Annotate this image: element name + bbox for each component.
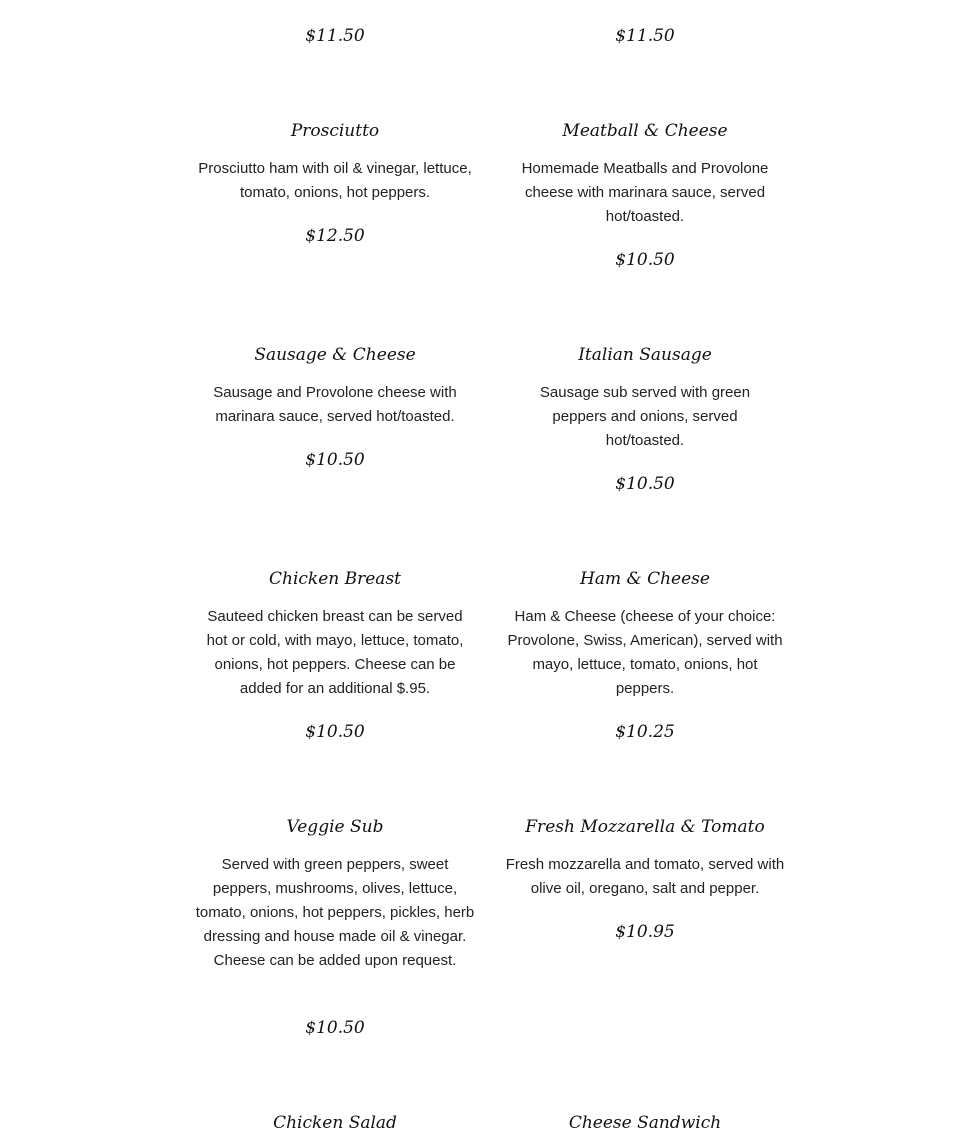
item-description: Sausage sub served with green peppers and onions, served hot/toasted. [539, 384, 751, 449]
item-name: Fresh Mozzarella & Tomato [525, 817, 765, 837]
item-name: Veggie Sub [286, 817, 384, 837]
item-price: $10.50 [305, 722, 365, 742]
item-price: $11.50 [305, 26, 365, 46]
item-price: $10.50 [615, 250, 675, 270]
item-description: Homemade Meatballs and Provolone cheese with marinara sauce, served hot/toasted. [521, 160, 769, 225]
item-name: Meatball & Cheese [562, 121, 728, 141]
item-price: $10.50 [615, 474, 675, 494]
item-price: $10.95 [615, 922, 675, 942]
item-name: Chicken Salad [273, 1113, 397, 1133]
item-price: $12.50 [305, 226, 365, 246]
item-description: Ham & Cheese (cheese of your choice: Provolone, Swiss, American), served with mayo, lettuce, tomato, onions, hot peppers. [507, 608, 783, 697]
item-price: $11.50 [615, 26, 675, 46]
item-name: Ham & Cheese [580, 569, 710, 589]
item-price: $10.50 [305, 450, 365, 470]
item-name: Prosciutto [290, 121, 380, 141]
item-description: Served with green peppers, sweet peppers, mushrooms, olives, lettuce, tomato, onions, hot peppers, pickles, herb dressing and house made oil & vinegar. Cheese can be added upon request. [195, 856, 475, 969]
item-name: Italian Sausage [578, 345, 712, 365]
item-price: $10.25 [615, 722, 675, 742]
item-name: Chicken Breast [269, 569, 401, 589]
item-description: Prosciutto ham with oil & vinegar, lettuce, tomato, onions, hot peppers. [198, 160, 472, 201]
item-name: Cheese Sandwich [568, 1113, 722, 1133]
item-description: Sausage and Provolone cheese with marinara sauce, served hot/toasted. [213, 384, 457, 425]
item-name: Sausage & Cheese [254, 345, 416, 365]
item-price: $10.50 [305, 1018, 365, 1038]
item-description: Sauteed chicken breast can be served hot or cold, with mayo, lettuce, tomato, onions, hot peppers. Cheese can be added for an additional $.95. [206, 608, 464, 697]
item-description: Fresh mozzarella and tomato, served with olive oil, oregano, salt and pepper. [505, 856, 785, 897]
